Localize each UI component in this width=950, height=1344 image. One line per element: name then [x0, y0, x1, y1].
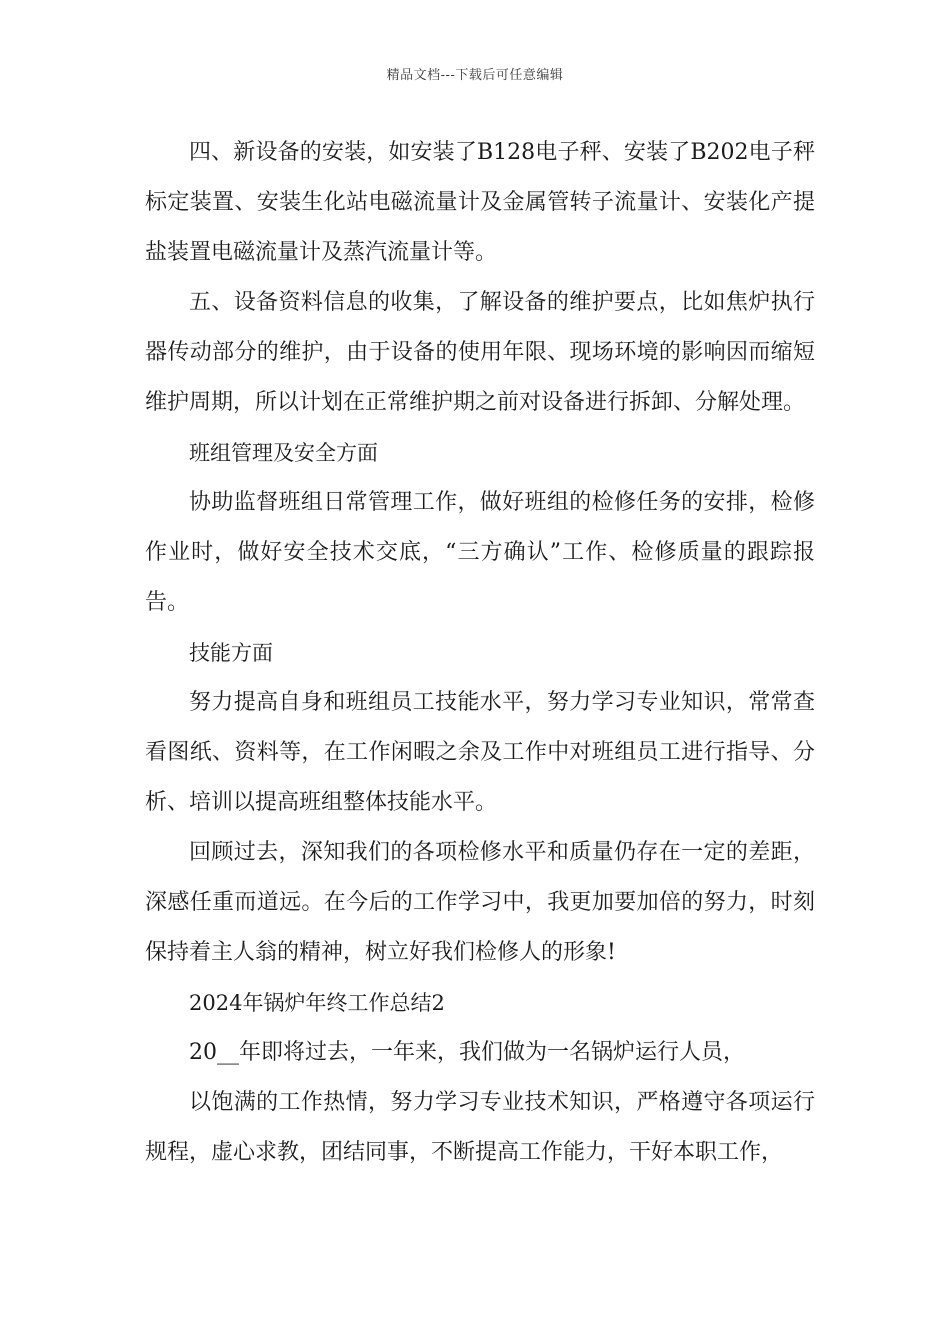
section-heading-skills: 技能方面	[189, 641, 273, 665]
document-body	[145, 128, 815, 1178]
paragraph-skills: 努力提高自身和班组员工技能水平，努力学习专业知识，常常查看图纸、资料等，在工作闲暇之余及工作中对班组员工进行指导、分析、培训以提高班组整体技能水平。	[145, 690, 815, 815]
section-heading-team-safety: 班组管理及安全方面	[189, 441, 378, 465]
paragraph-year-intro: 20__年即将过去，一年来，我们做为一名锅炉运行人员，	[189, 1040, 745, 1065]
page-header: 精品文档---下载后可任意编辑	[386, 68, 564, 83]
paragraph-team-management: 协助监督班组日常管理工作，做好班组的检修任务的安排，检修作业时，做好安全技术交底，“三方确认”工作、检修质量的跟踪报告。	[145, 490, 815, 615]
paragraph-review: 回顾过去，深知我们的各项检修水平和质量仍存在一定的差距，深感任重而道远。在今后的工作学习中，我更加要加倍的努力，时刻保持着主人翁的精神，树立好我们检修人的形象!	[145, 840, 815, 965]
paragraph-equipment-info: 五、设备资料信息的收集，了解设备的维护要点，比如焦炉执行器传动部分的维护，由于设备的使用年限、现场环境的影响因而缩短维护周期，所以计划在正常维护期之前对设备进行拆卸、分解处理。	[145, 290, 815, 415]
paragraph-new-equipment: 四、新设备的安装，如安装了B128电子秤、安装了B202电子秤标定装置、安装生化站电磁流量计及金属管转子流量计、安装化产提盐装置电磁流量计及蒸汽流量计等。	[145, 140, 815, 265]
section-heading-summary-2: 2024年锅炉年终工作总结2	[189, 991, 445, 1015]
paragraph-work-attitude: 以饱满的工作热情，努力学习专业技术知识，严格遵守各项运行规程，虚心求教，团结同事，不断提高工作能力，干好本职工作，	[145, 1090, 815, 1165]
